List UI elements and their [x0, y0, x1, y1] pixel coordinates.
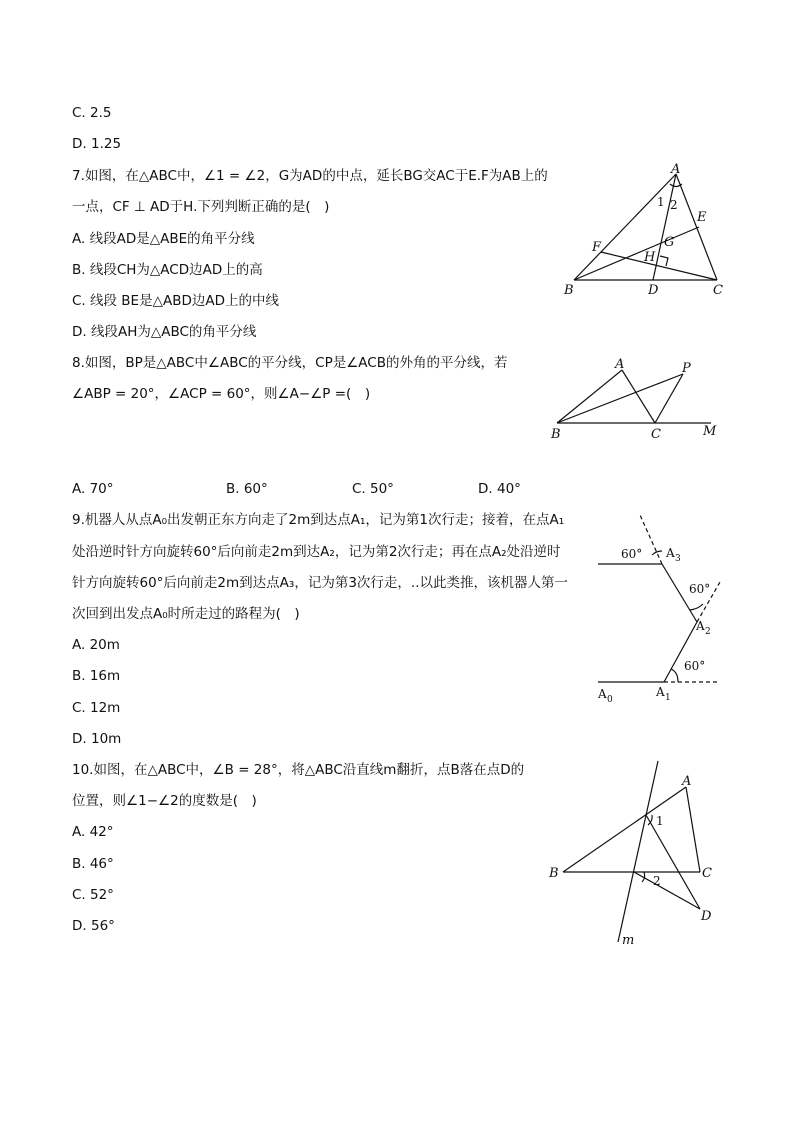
q9-label-a1: A	[656, 685, 665, 699]
q8-side-ac	[622, 370, 655, 423]
q10-label-b: B	[549, 866, 559, 881]
q10-angle-1: 1	[656, 814, 664, 828]
q7-label-g: G	[664, 235, 675, 250]
q7-label-e: E	[697, 210, 707, 225]
q9-stem-line1: 9.机器人从点A₀出发朝正东方向走了2m到达点A₁，记为第1次行走；接着，在点A₁	[72, 512, 565, 528]
q9-option-c: C. 12m	[72, 700, 121, 716]
q8-label-p: P	[682, 361, 691, 376]
q7-option-a: A. 线段AD是△ABE的角平分线	[72, 231, 255, 247]
q9-option-d: D. 10m	[72, 731, 122, 747]
q10-option-b: B. 46°	[72, 856, 114, 872]
svg-text:2: 2	[705, 627, 711, 637]
q7-side-ac	[676, 174, 717, 280]
q9-angle-label-2: 60°	[689, 582, 711, 596]
q7-label-c: C	[713, 283, 723, 298]
q7-label-a: A	[671, 162, 681, 177]
q7-stem-line1: 7.如图，在△ABC中，∠1 = ∠2，G为AD的中点，延长BG交AC于E.F为AB上的	[72, 168, 548, 184]
q7-label-b: B	[564, 283, 574, 298]
q8-label-m: M	[703, 424, 717, 439]
q7-figure	[560, 162, 735, 302]
q9-label-a3: A	[666, 546, 675, 560]
q7-side-ab	[574, 174, 676, 280]
q10-option-c: C. 52°	[72, 887, 114, 903]
q10-label-m: m	[622, 933, 635, 948]
q8-segment-cp	[655, 374, 683, 423]
svg-text:3: 3	[675, 554, 681, 564]
q10-label-a: A	[682, 774, 692, 789]
svg-text:1: 1	[665, 693, 671, 703]
q10-figure	[545, 757, 730, 952]
q7-angle-2: 2	[670, 198, 678, 212]
q7-segment-cf	[601, 252, 717, 280]
q9-stem-line4: 次回到出发点A₀时所走过的路程为( )	[72, 606, 300, 622]
q9-angle-label-3: 60°	[621, 547, 643, 561]
svg-text:0: 0	[607, 695, 613, 705]
q7-angle-1: 1	[657, 195, 665, 209]
q10-side-ac	[686, 787, 700, 872]
q8-label-c: C	[651, 427, 661, 442]
q8-stem-line1: 8.如图，BP是△ABC中∠ABC的平分线，CP是∠ACB的外角的平分线，若	[72, 355, 508, 371]
q9-extension-a3	[640, 515, 662, 564]
q7-stem-line2: 一点，CF ⊥ AD于H.下列判断正确的是( )	[72, 199, 330, 215]
q7-option-c: C. 线段 BE是△ABD边AD上的中线	[72, 293, 279, 309]
q9-arc-1	[671, 669, 678, 682]
q8-option-c: C. 50°	[352, 481, 394, 497]
q8-label-a: A	[615, 357, 625, 372]
q7-label-f: F	[592, 240, 602, 255]
q8-figure	[545, 352, 730, 444]
q8-option-b: B. 60°	[226, 481, 268, 497]
q10-fold-ed	[646, 815, 700, 909]
q10-label-d: D	[701, 909, 712, 924]
q10-stem-line1: 10.如图，在△ABC中，∠B = 28°，将△ABC沿直线m翻折，点B落在点D的	[72, 762, 525, 778]
q10-stem-line2: 位置，则∠1−∠2的度数是( )	[72, 793, 257, 809]
q7-option-b: B. 线段CH为△ACD边AD上的高	[72, 262, 263, 278]
q7-right-angle-mark	[660, 256, 668, 266]
q10-side-ba	[563, 787, 686, 872]
q10-label-c: C	[702, 866, 712, 881]
q8-segment-bp	[557, 374, 683, 423]
q9-angle-label-1: 60°	[684, 659, 706, 673]
q8-label-b: B	[551, 427, 561, 442]
q9-stem-line3: 针方向旋转60°后向前走2m到达点A₃，记为第3次行走，..以此类推，该机器人第一	[72, 575, 568, 591]
q10-line-m	[618, 761, 658, 942]
q7-segment-ad	[653, 174, 676, 280]
q10-option-d: D. 56°	[72, 918, 115, 934]
q6-option-d: D. 1.25	[72, 136, 122, 152]
q6-option-c: C. 2.5	[72, 105, 112, 121]
q7-label-d: D	[648, 283, 659, 298]
q7-label-h: H	[644, 250, 656, 265]
q9-label-a2: A	[696, 619, 705, 633]
q9-arc-3	[652, 551, 662, 555]
q7-option-d: D. 线段AH为△ABC的角平分线	[72, 324, 257, 340]
q8-option-d: D. 40°	[478, 481, 521, 497]
q9-stem-line2: 处沿逆时针方向旋转60°后向前走2m到达A₂，记为第2次行走；再在点A₂处沿逆时	[72, 544, 561, 560]
q9-figure	[590, 505, 730, 715]
q9-option-a: A. 20m	[72, 637, 120, 653]
q9-label-a0: A	[598, 687, 607, 701]
q9-path-a1-a2	[664, 622, 697, 682]
q8-side-ba	[557, 370, 622, 423]
q10-angle-2: 2	[653, 874, 661, 888]
q10-option-a: A. 42°	[72, 824, 114, 840]
q9-arc-2	[690, 604, 703, 610]
q9-option-b: B. 16m	[72, 668, 121, 684]
q8-stem-line2: ∠ABP = 20°，∠ACP = 60°，则∠A−∠P =( )	[72, 386, 371, 402]
q8-option-a: A. 70°	[72, 481, 114, 497]
